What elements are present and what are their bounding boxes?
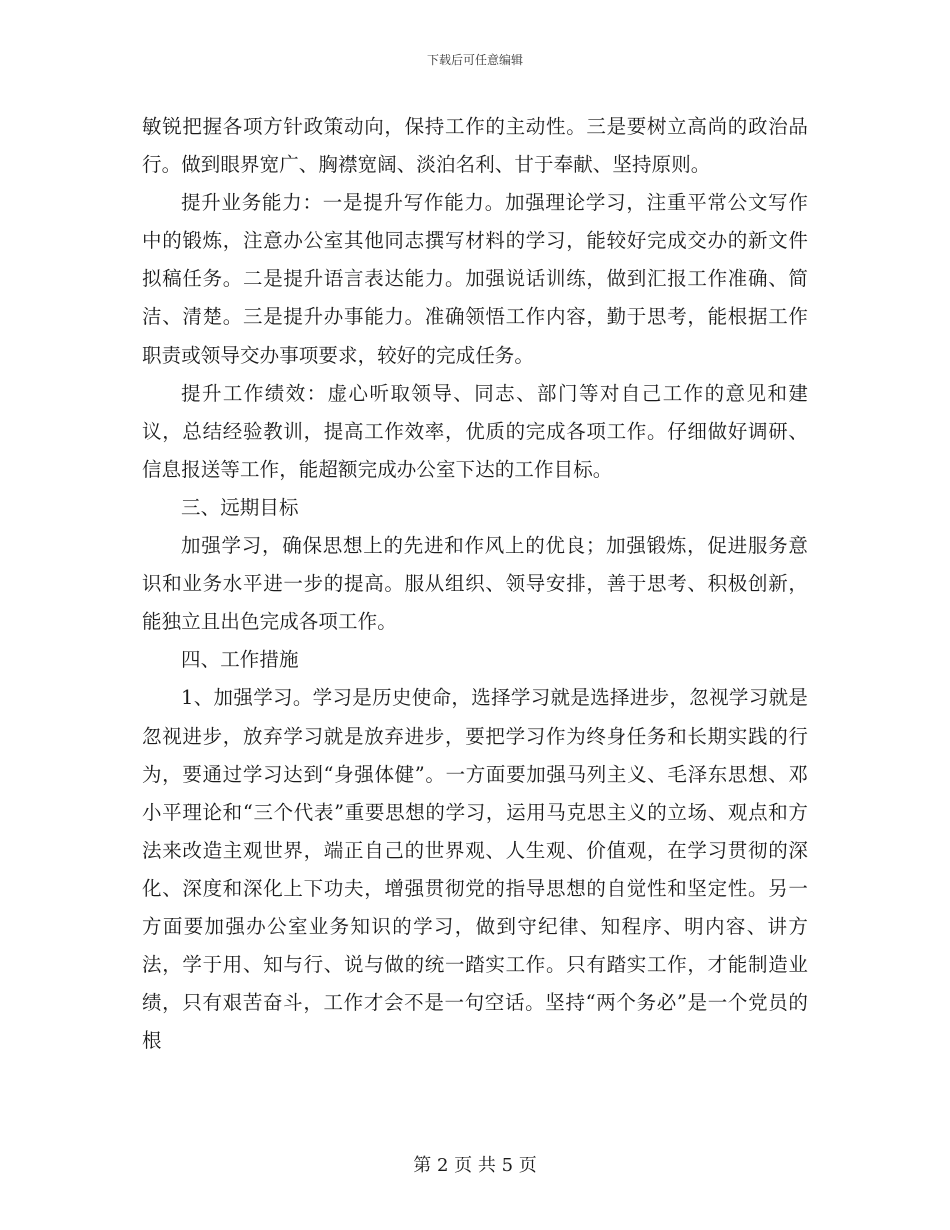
page-header-note: 下载后可任意编辑 — [426, 53, 523, 67]
paragraph-business-ability: 提升业务能力：一是提升写作能力。加强理论学习，注重平常公文写作中的锻炼，注意办公室其他同志撰写材料的学习，能较好完成交办的新文件拟稿任务。二是提升语言表达能力。加强说话训练，做到汇报工作准确、简洁、清楚。三是提升办事能力。准确领悟工作内容，勤于思考，能根据工作职责或领导交办事项要求，较好的完成任务。 — [142, 191, 808, 367]
paragraph-work-performance: 提升工作绩效：虚心听取领导、同志、部门等对自己工作的意见和建议，总结经验教训，提高工作效率，优质的完成各项工作。仔细做好调研、信息报送等工作，能超额完成办公室下达的工作目标。 — [142, 381, 808, 481]
section-heading-long-term-goals: 三、远期目标 — [181, 495, 299, 519]
page-number-footer: 第 2 页 共 5 页 — [413, 1155, 537, 1176]
section-heading-work-measures: 四、工作措施 — [181, 648, 299, 672]
document-body — [142, 108, 808, 1060]
paragraph-strengthen-study: 1、加强学习。学习是历史使命，选择学习就是选择进步，忽视学习就是忽视进步，放弃学习就是放弃进步，要把学习作为终身任务和长期实践的行为，要通过学习达到“身强体健”。一方面要加强马列主义、毛泽东思想、邓小平理论和“三个代表”重要思想的学习，运用马克思主义的立场、观点和方法来改造主观世界，端正自己的世界观、人生观、价值观，在学习贯彻的深化、深度和深化上下功夫，增强贯彻党的指导思想的自觉性和坚定性。另一方面要加强办公室业务知识的学习，做到守纪律、知程序、明内容、讲方法，学于用、知与行、说与做的统一踏实工作。只有踏实工作，才能制造业绩，只有艰苦奋斗，工作才会不是一句空话。坚持“两个务必”是一个党员的根 — [142, 686, 808, 1053]
paragraph-long-term-goals: 加强学习，确保思想上的先进和作风上的优良；加强锻炼，促进服务意识和业务水平进一步的提高。服从组织、领导安排，善于思考、积极创新，能独立且出色完成各项工作。 — [142, 534, 808, 634]
paragraph-continuation: 敏锐把握各项方针政策动向，保持工作的主动性。三是要树立高尚的政治品行。做到眼界宽广、胸襟宽阔、淡泊名利、甘于奉献、坚持原则。 — [142, 115, 808, 177]
